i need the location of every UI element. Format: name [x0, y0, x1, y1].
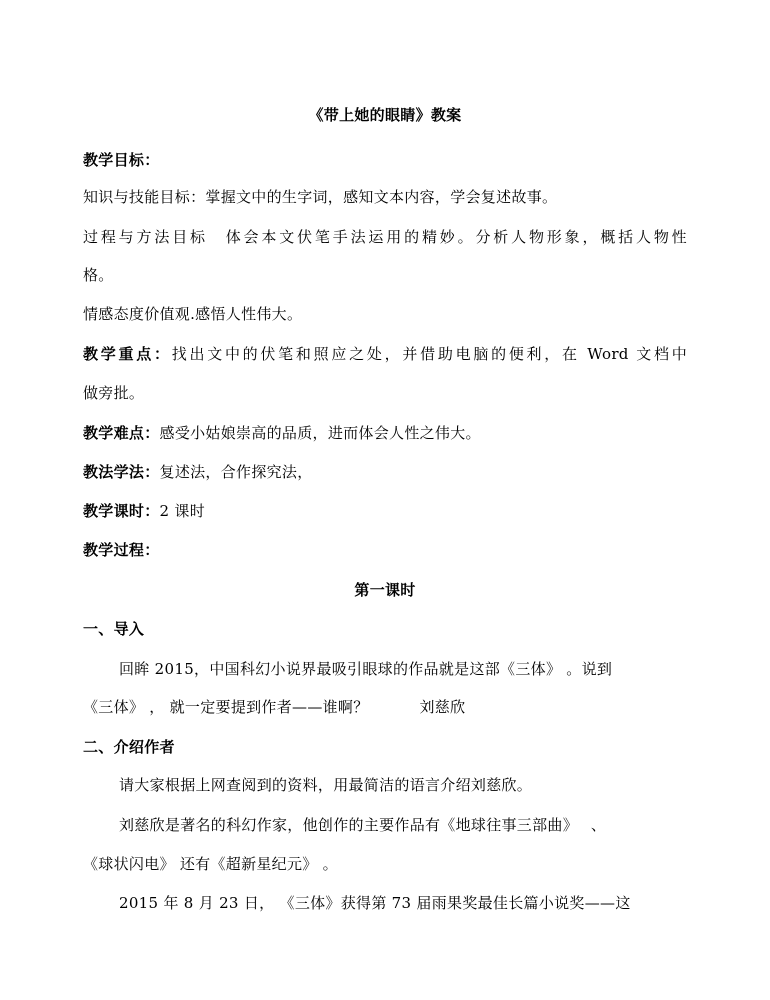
section1-paragraph-line2: 《三体》 ， 就一定要提到作者——谁啊？ 刘慈欣	[83, 698, 466, 716]
key-points-label: 教学重点：	[83, 345, 172, 363]
key-points-text: 找出文中的伏笔和照应之处，并借助电脑的便利，在 Word 文档中	[171, 345, 687, 363]
document-title: 《带上她的眼睛》教案	[308, 106, 462, 124]
objectives-heading: 教学目标：	[83, 151, 160, 169]
section2-paragraph2-line1: 刘慈欣是著名的科幻作家，他创作的主要作品有《地球往事三部曲》 、	[119, 816, 607, 834]
hours-label: 教学课时：	[83, 502, 160, 520]
section2-paragraph1: 请大家根据上网查阅到的资料，用最简洁的语言介绍刘慈欣。	[119, 776, 533, 794]
objective-process-line2: 格。	[83, 266, 114, 284]
section1-paragraph-line1: 回眸 2015，中国科幻小说界最吸引眼球的作品就是这部《三体》 。说到	[119, 660, 613, 678]
methods-line	[83, 462, 687, 482]
key-points-line2: 做旁批。	[83, 384, 145, 402]
section2-paragraph3-line1: 2015 年 8 月 23 日， 《三体》获得第 73 届雨果奖最佳长篇小说奖——这	[119, 894, 631, 912]
process-heading: 教学过程：	[83, 541, 160, 559]
section1-heading: 一、导入	[83, 620, 145, 638]
methods-label: 教法学法：	[83, 463, 160, 481]
methods-text: 复述法，合作探究法，	[159, 463, 313, 481]
objective-knowledge: 知识与技能目标：掌握文中的生字词，感知文本内容，学会复述故事。	[83, 188, 558, 206]
hours-line	[83, 501, 687, 521]
key-points-line1	[83, 344, 687, 364]
objective-process-line1: 过程与方法目标 体会本文伏笔手法运用的精妙。分析人物形象，概括人物性	[83, 228, 687, 246]
lesson-title: 第一课时	[354, 581, 416, 599]
difficulty-label: 教学难点：	[83, 424, 160, 442]
objective-emotion: 情感态度价值观.感悟人性伟大。	[83, 305, 303, 323]
section2-paragraph2-line2: 《球状闪电》 还有《超新星纪元》 。	[83, 855, 338, 873]
section2-heading: 二、介绍作者	[83, 738, 175, 756]
difficulty-text: 感受小姑娘崇高的品质，进而体会人性之伟大。	[159, 424, 481, 442]
hours-text: 2 课时	[159, 502, 206, 520]
difficulty-line	[83, 423, 687, 443]
